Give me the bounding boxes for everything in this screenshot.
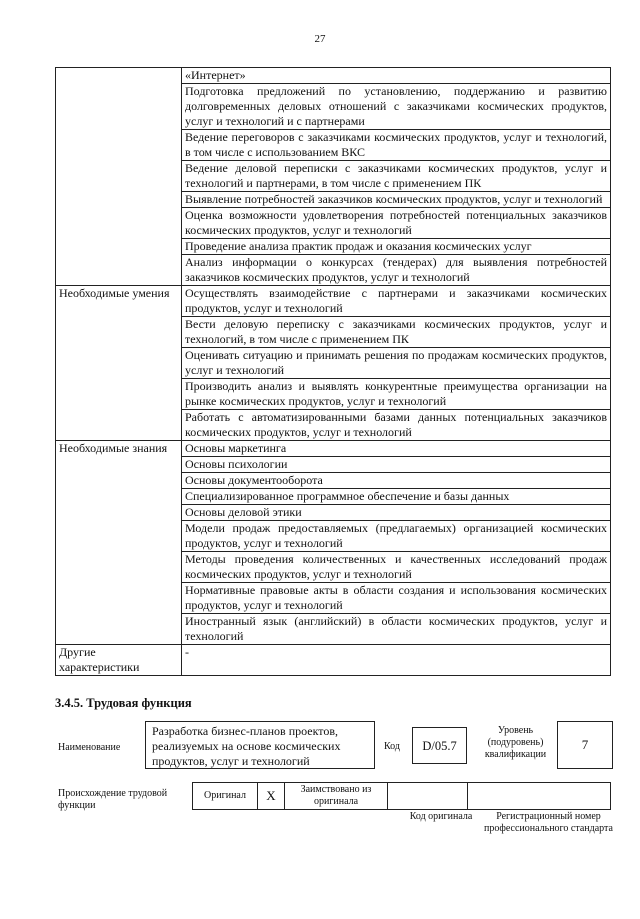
borrowed-label: Заимствовано из оригинала <box>285 783 388 810</box>
original-label: Оригинал <box>193 783 258 810</box>
row-item: Производить анализ и выявлять конкурентные преимущества организации на рынке космических продуктов, услуг и технологий <box>182 379 611 410</box>
row-item: Основы документооборота <box>182 473 611 489</box>
reg-number-cell <box>468 783 611 810</box>
row-label: Другие характеристики <box>56 645 182 676</box>
row-item: Выявление потребностей заказчиков космических продуктов, услуг и технологий <box>182 192 611 208</box>
row-item: Вести деловую переписку с заказчиками космических продуктов, услуг и технологий, в том числе с применением ПК <box>182 317 611 348</box>
row-item: Работать с автоматизированными базами данных потенциальных заказчиков космических продуктов, услуг и технологий <box>182 410 611 441</box>
row-item: Основы деловой этики <box>182 505 611 521</box>
row-item: - <box>182 645 611 676</box>
row-item: Специализированное программное обеспечение и базы данных <box>182 489 611 505</box>
row-item: Нормативные правовые акты в области создания и использования космических продуктов, услуг и технологий <box>182 583 611 614</box>
code-label: Код <box>384 741 400 752</box>
section-title: 3.4.5. Трудовая функция <box>55 696 192 710</box>
function-code: D/05.7 <box>412 727 467 764</box>
requirements-table <box>55 67 611 676</box>
original-mark: X <box>258 783 285 810</box>
origin-table <box>192 782 611 810</box>
table-row <box>56 441 611 457</box>
row-item: Основы психологии <box>182 457 611 473</box>
row-label: Необходимые умения <box>56 286 182 441</box>
table-row <box>56 645 611 676</box>
code-original-cell <box>388 783 468 810</box>
row-label <box>56 68 182 286</box>
qualification-level-label: Уровень (подуровень) квалификации <box>484 725 547 760</box>
row-label: Необходимые знания <box>56 441 182 645</box>
reg-number-label: Регистрационный номер профессионального стандарта <box>484 811 613 834</box>
table-row <box>56 68 611 84</box>
row-item: Оценивать ситуацию и принимать решения по продажам космических продуктов, услуг и технологий <box>182 348 611 379</box>
row-item: Иностранный язык (английский) в области космических продуктов, услуг и технологий <box>182 614 611 645</box>
name-label: Наименование <box>58 742 121 753</box>
row-item: Методы проведения количественных и качественных исследований продаж космических продуктов, услуг и технологий <box>182 552 611 583</box>
row-item: Осуществлять взаимодействие с партнерами и заказчиками космических продуктов, услуг и технологий <box>182 286 611 317</box>
row-item: Ведение переговоров с заказчиками космических продуктов, услуг и технологий, в том числе с использованием ВКС <box>182 130 611 161</box>
row-item: «Интернет» <box>182 68 611 84</box>
row-item: Ведение деловой переписки с заказчиками космических продуктов, услуг и технологий и партнерами, в том числе с применением ПК <box>182 161 611 192</box>
row-item: Основы маркетинга <box>182 441 611 457</box>
code-original-label: Код оригинала <box>409 811 473 822</box>
page-number: 27 <box>314 33 326 45</box>
row-item: Проведение анализа практик продаж и оказания космических услуг <box>182 239 611 255</box>
qualification-level: 7 <box>557 721 613 769</box>
row-item: Модели продаж предоставляемых (предлагаемых) организацией космических продуктов, услуг и технологий <box>182 521 611 552</box>
row-item: Оценка возможности удовлетворения потребностей потенциальных заказчиков космических продуктов, услуг и технологий <box>182 208 611 239</box>
table-row <box>56 286 611 317</box>
origin-label: Происхождение трудовой функции <box>58 788 168 811</box>
row-item: Анализ информации о конкурсах (тендерах) для выявления потребностей заказчиков космических продуктов, услуг и технологий <box>182 255 611 286</box>
function-name: Разработка бизнес-планов проектов, реализуемых на основе космических продуктов, услуг и технологий <box>145 721 375 769</box>
row-item: Подготовка предложений по установлению, поддержанию и развитию долговременных деловых отношений с заказчиками космических продуктов, услуг и технологий и с партнерами <box>182 84 611 130</box>
